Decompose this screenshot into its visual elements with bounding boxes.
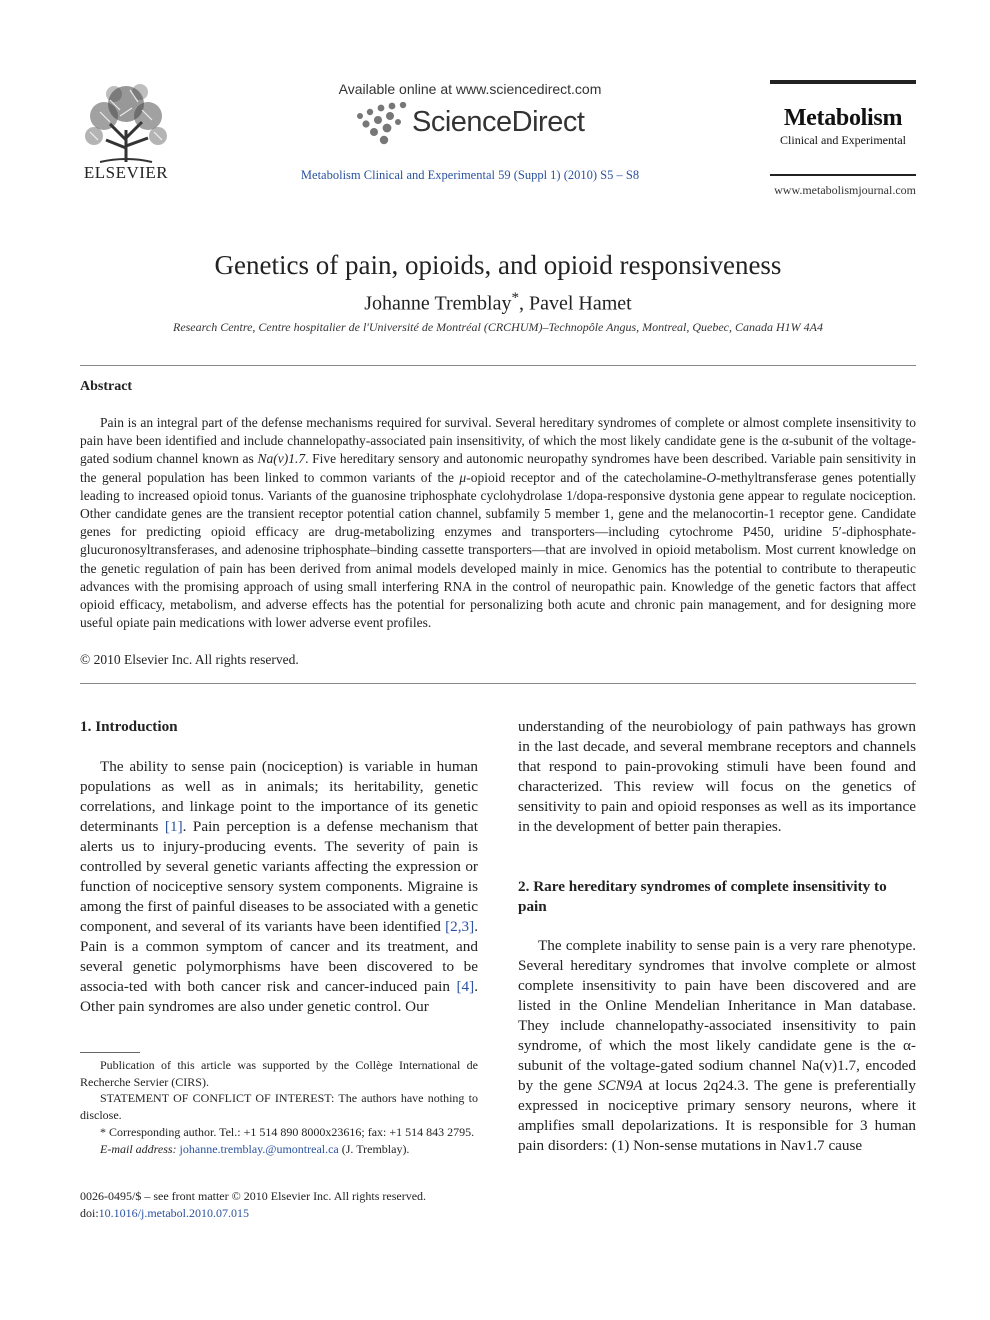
sciencedirect-wordmark: ScienceDirect <box>412 106 585 138</box>
divider <box>80 365 916 366</box>
abstract-italic-run: μ <box>459 469 467 485</box>
footnotes <box>80 1057 478 1157</box>
section-heading-introduction: 1. Introduction <box>80 718 178 735</box>
corresponding-author-mark[interactable]: * <box>511 290 519 306</box>
abstract-text-run: -methyltransferase genes potentially leading to increased opioid tonus. Variants of the guanosine triphosphate cyclohydrolase 1/dopa-responsive dystonia gene appear to regulate nociception. Other candidate genes are the transient receptor potential cation channel, subfamily 5 member 1, gene and the melanocortin-1 receptor gene. Candidate genes for predicting opioid efficacy are drug-metabolizing enzymes and transporters—including cytochrome P450, uridine 5′-diphosphate-glucuronosyltransferases, and adenosine triphosphate–binding cassette transporters—that are involved in opioid metabolism. Most current knowledge on the genetic regulation of pain has been derived from animal models developed mainly in mice. Genomics has the potential to contribute to therapeutic advances with the promising approach of using small interfering RNA in the control of neuropathic pain. Knowledge of the genetic factors that affect opioid efficacy, metabolism, and adverse effects has the potential for personalizing both acute and chronic pain management, and for designing more useful opiate pain medications with lower adverse event profiles. <box>80 469 916 631</box>
front-matter <box>80 1188 478 1221</box>
article-title: Genetics of pain, opioids, and opioid responsiveness <box>214 250 782 280</box>
available-online-text: Available online at www.sciencedirect.com <box>338 81 602 97</box>
doi-label: doi: <box>80 1205 99 1220</box>
journal-subtitle: Clinical and Experimental <box>780 133 906 147</box>
abstract-italic-run: O <box>706 469 717 485</box>
email-label: E-mail address: <box>100 1141 177 1156</box>
introduction-paragraph-continued <box>518 717 916 837</box>
paragraph-text: understanding of the neurobiology of pain pathways has grown in the last decade, and several membrane receptors and channels that respond to pain-provoking stimuli have been found and characterized. This review will focus on the genetics of sensitivity to pain and opioid responses as well as its importance in the development of better pain therapies. <box>518 718 916 835</box>
funding-footnote: Publication of this article was supported by the Collège International de Recherche Servier (CIRS). <box>80 1058 478 1089</box>
copyright-notice: © 2010 Elsevier Inc. All rights reserved. <box>80 652 299 667</box>
footnote-mark: * <box>100 1124 106 1139</box>
author-name: Johanne Tremblay <box>364 292 512 315</box>
doi-link[interactable]: 10.1016/j.metabol.2010.07.015 <box>98 1205 249 1220</box>
abstract-text-run: Pain is an integral part of the defense mechanisms required for survival. Several hereditary syndromes of complete or almost complete insensitivity to pain have been identified and include channelopathy-associated pain insensitivity, of which the most likely candidate gene is the α-subunit of the voltage-gated sodium channel known as <box>80 415 916 467</box>
author-list <box>80 290 916 316</box>
journal-logo-rule-bottom <box>770 174 916 176</box>
gene-name: SCN9A <box>597 1077 643 1094</box>
author-separator: , <box>518 292 529 315</box>
paragraph-text: . Pain is a common symptom of cancer and its treatment, and several genetic polymorphisms have been discovered to be associa-ted with both cancer risk and cancer-induced pain <box>80 918 478 995</box>
email-owner: (J. Tremblay). <box>338 1141 410 1156</box>
paragraph-text: The complete inability to sense pain is a very rare phenotype. Several hereditary syndromes that involve complete or almost complete insensitivity to pain have been discovered and are listed in the Online Mendelian Inheritance in Man database. They include channelopathy-associated insensitivity to pain syndrome, of which the most likely candidate gene is the α-subunit of the voltage-gated sodium channel Na(v)1.7, encoded by the gene <box>518 937 916 1094</box>
journal-citation-link[interactable]: Metabolism Clinical and Experimental 59 (Suppl 1) (2010) S5 – S8 <box>300 168 640 182</box>
journal-title: Metabolism <box>783 105 903 131</box>
citation-link[interactable]: [2,3] <box>445 918 475 935</box>
abstract-italic-run: Na(v)1.7 <box>257 451 306 467</box>
abstract-text-run: . Five hereditary sensory and autonomic neuropathy syndromes have been described. Variable pain sensitivity in the general population has been linked to common variants of the <box>80 451 916 485</box>
paragraph-text: The ability to sense pain (nociception) is variable in human populations as well as in animals; its heritability, genetic correlations, and linkage point to the importance of its genetic determinants <box>80 758 478 835</box>
section-heading-rare-syndromes: 2. Rare hereditary syndromes of complete insensitivity to pain <box>518 878 887 915</box>
email-link[interactable]: johanne.tremblay.@umontreal.ca <box>179 1141 339 1156</box>
doi-line <box>80 1205 478 1222</box>
conflict-footnote: STATEMENT OF CONFLICT OF INTEREST: The authors have nothing to disclose. <box>80 1091 478 1123</box>
citation-link[interactable]: [1] <box>164 818 183 835</box>
divider <box>80 683 916 684</box>
paragraph-text: . Other pain syndromes are also under genetic control. Our <box>80 978 478 1015</box>
abstract-heading: Abstract <box>80 379 133 394</box>
abstract-text-run: -opioid receptor and of the catecholamine- <box>466 469 707 485</box>
journal-logo-rule-top <box>770 80 916 84</box>
journal-url-link[interactable]: www.metabolismjournal.com <box>774 183 916 197</box>
citation-link[interactable]: [4] <box>456 978 475 995</box>
issn-line: 0026-0495/$ – see front matter © 2010 Elsevier Inc. All rights reserved. <box>80 1189 427 1203</box>
rare-syndromes-paragraph <box>518 936 916 1156</box>
email-footnote <box>80 1141 478 1158</box>
paragraph-text: . Pain perception is a defense mechanism that alerts us to injury-producing events. The severity of pain is controlled by several genetic variants affecting the expression or function of nociceptive sensory system components. Migraine is among the first of painful diseases to be associated with a genetic component, and several of its variants have been identified <box>80 818 478 935</box>
introduction-paragraph <box>80 757 478 1017</box>
footnote-text: Corresponding author. Tel.: +1 514 890 8000x23616; fax: +1 514 843 2795. <box>106 1124 475 1139</box>
abstract-text <box>80 414 916 632</box>
corresponding-author-footnote <box>80 1124 478 1141</box>
author-name: Pavel Hamet <box>528 292 632 315</box>
publisher-name: ELSEVIER <box>83 163 169 182</box>
paragraph-text: at locus 2q24.3. The gene is preferentially expressed in nociceptive primary sensory neurons, where it amplifies small depolarizations. It is responsible for 3 human pain disorders: (1) Non-sense mutations in Nav1.7 cause <box>518 1077 916 1154</box>
affiliation: Research Centre, Centre hospitalier de l'Université de Montréal (CRCHUM)–Technopôle Angus, Montreal, Quebec, Canada H1W 4A4 <box>172 320 823 334</box>
footnote-divider <box>80 1052 140 1053</box>
